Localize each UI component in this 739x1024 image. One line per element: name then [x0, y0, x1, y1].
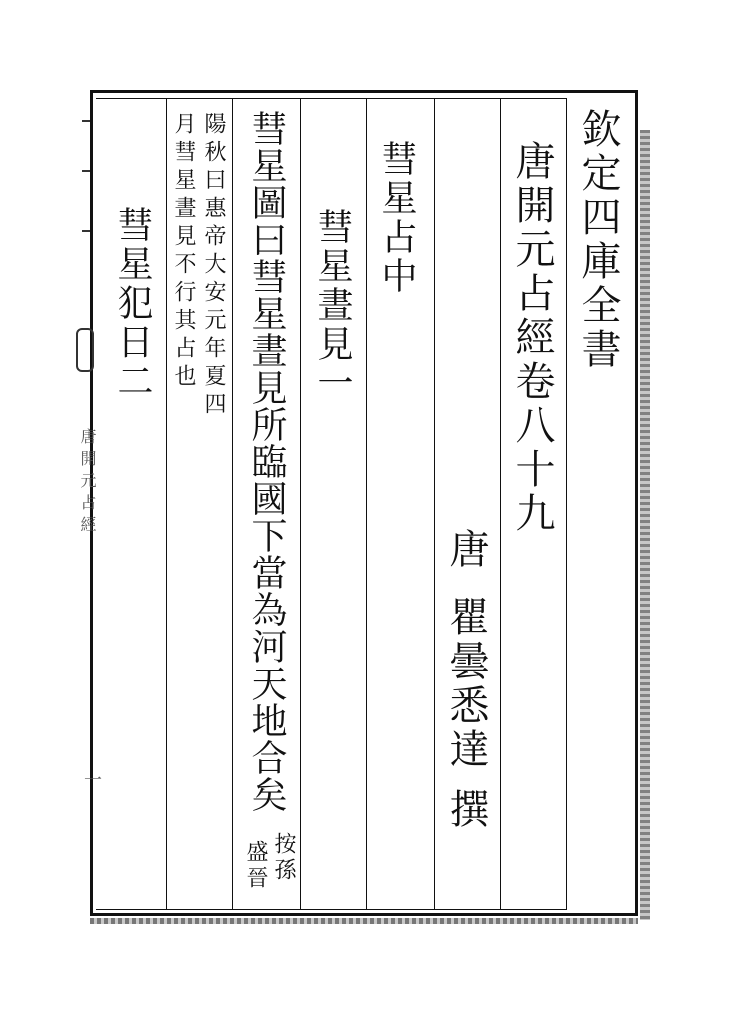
commentary-left: 月彗星晝見不行其占也: [171, 112, 196, 392]
column-rule: [500, 98, 501, 910]
series-title: 欽定四庫全書: [575, 108, 621, 372]
right-edge: [640, 130, 650, 920]
margin-box: [76, 328, 94, 372]
commentary-right: 陽秋曰惠帝大安元年夏四: [201, 112, 226, 420]
margin-dash: [82, 170, 90, 172]
margin-dash: [82, 120, 90, 122]
column-rule: [366, 98, 367, 910]
book-title: 唐開元占經卷八十九: [509, 140, 555, 536]
column-rule: [434, 98, 435, 910]
column-rule: [232, 98, 233, 910]
page-number: 一: [81, 770, 102, 794]
subsection-title: 彗星晝見一: [312, 208, 353, 403]
author: 瞿曇悉達: [443, 596, 489, 772]
section-title: 彗星占中: [376, 140, 417, 296]
note-left: 盛晉: [243, 840, 268, 892]
margin-dash: [82, 230, 90, 232]
note-right: 按孫: [271, 832, 296, 884]
next-subsection: 彗星犯日二: [112, 206, 153, 401]
compile-mark: 撰: [443, 788, 489, 832]
main-text: 彗星圖曰彗星晝見所臨國下當為河天地合矣: [246, 110, 287, 813]
column-rule: [300, 98, 301, 910]
margin-label: 唐開元占經: [78, 428, 97, 538]
dynasty: 唐: [443, 528, 489, 572]
column-rule: [166, 98, 167, 910]
bottom-edge: [90, 918, 638, 924]
column-rule: [566, 98, 567, 910]
